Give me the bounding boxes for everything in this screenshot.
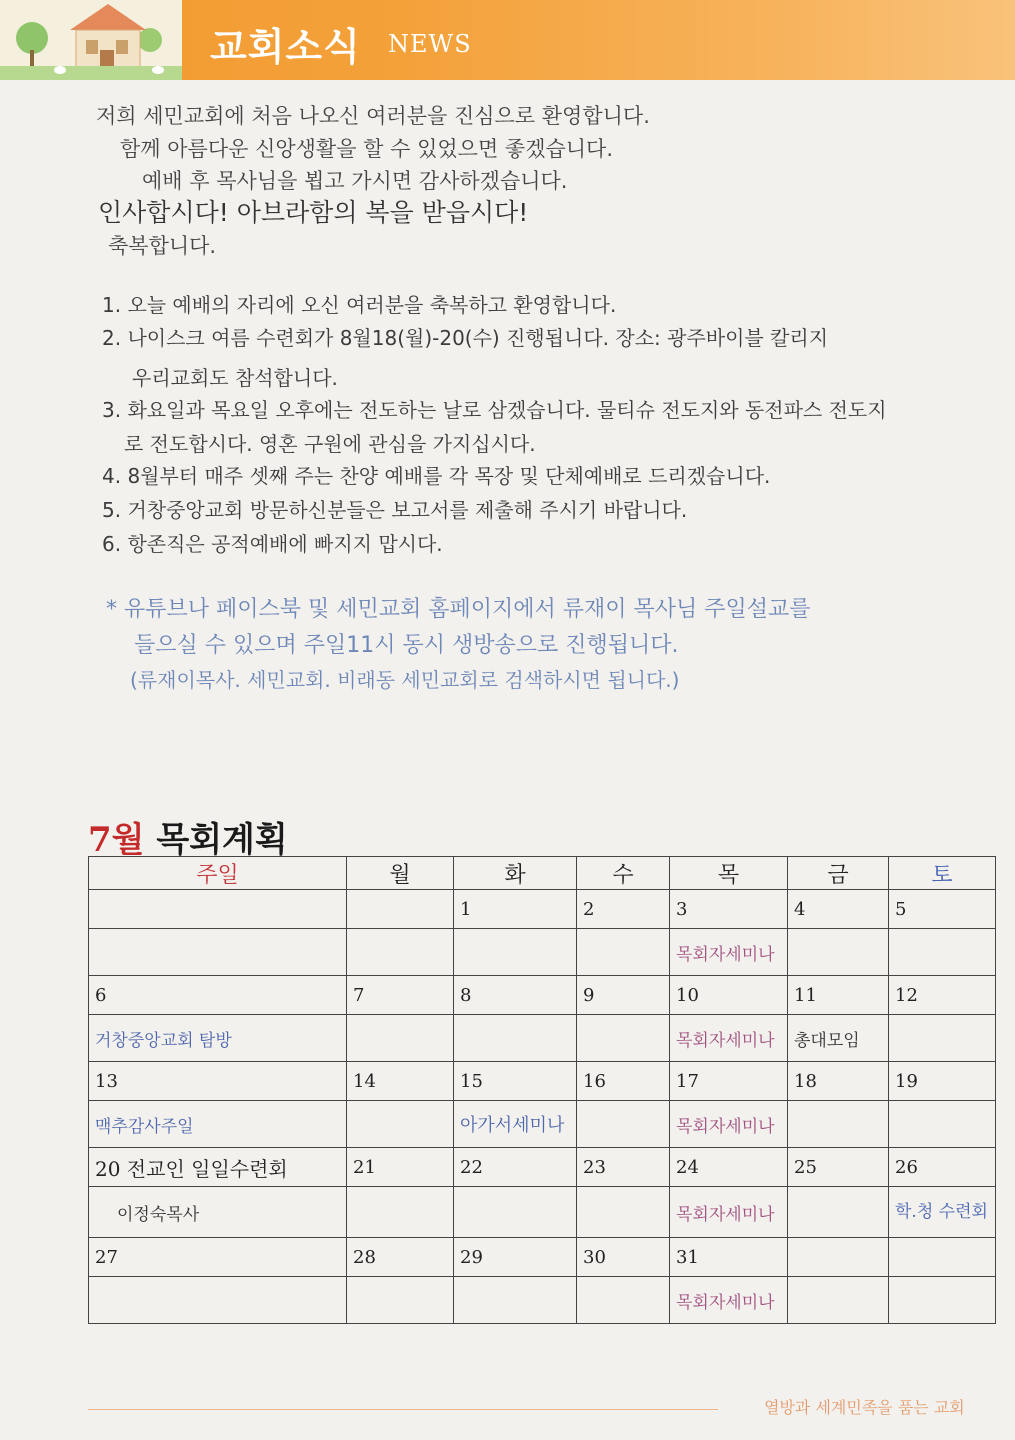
event-cell: 총대모임 (788, 1015, 889, 1062)
notice-6: 6. 항존직은 공적예배에 빠지지 맙시다. (102, 532, 443, 556)
event-cell (889, 929, 996, 976)
event-cell (454, 1187, 577, 1238)
calendar-heading: 목회계획 (156, 820, 288, 860)
event-cell: 목회자세미나 (670, 1101, 788, 1148)
date-cell: 23 (577, 1148, 670, 1187)
date-cell: 26 (889, 1148, 996, 1187)
date-cell: 16 (577, 1062, 670, 1101)
date-cell: 4 (788, 890, 889, 929)
event-cell: 아가서세미나 (454, 1101, 577, 1148)
week-3-events (89, 1101, 996, 1148)
event-cell (347, 1101, 454, 1148)
event-cell (454, 1015, 577, 1062)
broadcast-line-3: (류재이목사. 세민교회. 비래동 세민교회로 검색하시면 됩니다.) (130, 668, 680, 692)
event-cell (347, 1277, 454, 1324)
event-cell (454, 1277, 577, 1324)
day-header-thu: 목 (670, 857, 788, 890)
week-1-dates (89, 890, 996, 929)
date-cell (89, 890, 347, 929)
week-2-events (89, 1015, 996, 1062)
event-cell: 목회자세미나 (670, 929, 788, 976)
date-cell: 7 (347, 976, 454, 1015)
date-cell (889, 1238, 996, 1277)
event-cell (889, 1101, 996, 1148)
event-cell (577, 929, 670, 976)
week-4-dates (89, 1148, 996, 1187)
week-5-events (89, 1277, 996, 1324)
event-cell (889, 1277, 996, 1324)
date-cell: 21 (347, 1148, 454, 1187)
date-cell: 5 (889, 890, 996, 929)
day-header-sat: 토 (889, 857, 996, 890)
intro-line-1: 저희 세민교회에 처음 나오신 여러분을 진심으로 환영합니다. (96, 104, 650, 128)
page-subtitle: NEWS (388, 30, 472, 58)
date-cell: 10 (670, 976, 788, 1015)
notice-4: 4. 8월부터 매주 셋째 주는 찬양 예배를 각 목장 및 단체예배로 드리겠습니다. (102, 464, 771, 488)
church-house-icon (0, 0, 182, 80)
event-cell (788, 1187, 889, 1238)
date-cell (347, 890, 454, 929)
date-cell: 18 (788, 1062, 889, 1101)
event-cell (577, 1101, 670, 1148)
event-cell (577, 1015, 670, 1062)
date-cell: 11 (788, 976, 889, 1015)
intro-line-5: 축복합니다. (108, 234, 217, 258)
event-cell (788, 929, 889, 976)
date-cell: 6 (89, 976, 347, 1015)
calendar-title (88, 812, 288, 861)
calendar-table (88, 856, 996, 1324)
date-cell: 15 (454, 1062, 577, 1101)
broadcast-line-2: 들으실 수 있으며 주일11시 동시 생방송으로 진행됩니다. (134, 633, 679, 658)
event-cell (889, 1015, 996, 1062)
event-cell: 목회자세미나 (670, 1015, 788, 1062)
page-title: 교회소식 (210, 25, 361, 69)
event-cell (454, 929, 577, 976)
notice-1: 1. 오늘 예배의 자리에 오신 여러분을 축복하고 환영합니다. (102, 293, 617, 317)
notice-5: 5. 거창중앙교회 방문하신분들은 보고서를 제출해 주시기 바랍니다. (102, 498, 688, 522)
event-cell: 거창중앙교회 탐방 (89, 1015, 347, 1062)
week-3-dates (89, 1062, 996, 1101)
date-cell: 19 (889, 1062, 996, 1101)
event-cell: 맥추감사주일 (89, 1101, 347, 1148)
event-cell (89, 929, 347, 976)
date-cell: 24 (670, 1148, 788, 1187)
date-cell: 2 (577, 890, 670, 929)
intro-line-3: 예배 후 목사님을 뵙고 가시면 감사하겠습니다. (142, 169, 568, 193)
day-header-fri: 금 (788, 857, 889, 890)
event-cell: 학.청 수련회 (889, 1187, 996, 1238)
date-cell: 22 (454, 1148, 577, 1187)
church-illustration (0, 0, 182, 80)
week-1-events (89, 929, 996, 976)
event-cell (788, 1101, 889, 1148)
event-cell: 목회자세미나 (670, 1187, 788, 1238)
event-cell (347, 1187, 454, 1238)
intro-line-2: 함께 아름다운 신앙생활을 할 수 있었으면 좋겠습니다. (120, 137, 614, 161)
event-cell (788, 1277, 889, 1324)
date-cell: 14 (347, 1062, 454, 1101)
week-2-dates (89, 976, 996, 1015)
event-cell: 목회자세미나 (670, 1277, 788, 1324)
date-cell: 1 (454, 890, 577, 929)
event-cell: 이정숙목사 (89, 1187, 347, 1238)
date-cell: 12 (889, 976, 996, 1015)
date-cell: 13 (89, 1062, 347, 1101)
header-banner (0, 0, 1015, 80)
event-cell (347, 929, 454, 976)
event-cell (89, 1277, 347, 1324)
footer-slogan: 열방과 세계민족을 품는 교회 (764, 1398, 965, 1417)
event-cell (347, 1015, 454, 1062)
intro-line-4: 인사합시다! 아브라함의 복을 받읍시다! (98, 198, 529, 227)
event-cell (577, 1277, 670, 1324)
date-cell (788, 1238, 889, 1277)
notice-3-cont: 로 전도합시다. 영혼 구원에 관심을 가지십시다. (124, 432, 536, 456)
calendar-month: 7월 (88, 820, 145, 860)
notice-2: 2. 나이스크 여름 수련회가 8월18(월)-20(수) 진행됩니다. 장소: 광주바이블 칼리지 (102, 326, 829, 350)
day-header-wed: 수 (577, 857, 670, 890)
day-header-sun: 주일 (89, 857, 347, 890)
week-5-dates (89, 1238, 996, 1277)
date-cell: 17 (670, 1062, 788, 1101)
date-cell: 25 (788, 1148, 889, 1187)
date-cell: 8 (454, 976, 577, 1015)
broadcast-line-1: * 유튜브나 페이스북 및 세민교회 홈페이지에서 류재이 목사님 주일설교를 (106, 597, 811, 622)
event-cell (577, 1187, 670, 1238)
date-cell: 20 전교인 일일수련회 (89, 1148, 347, 1187)
week-4-events (89, 1187, 996, 1238)
date-cell: 28 (347, 1238, 454, 1277)
date-cell: 9 (577, 976, 670, 1015)
footer-divider (88, 1409, 718, 1410)
date-cell: 3 (670, 890, 788, 929)
date-cell: 31 (670, 1238, 788, 1277)
date-cell: 27 (89, 1238, 347, 1277)
date-cell: 30 (577, 1238, 670, 1277)
day-header-tue: 화 (454, 857, 577, 890)
date-cell: 29 (454, 1238, 577, 1277)
calendar-header-row (89, 857, 996, 890)
day-header-mon: 월 (347, 857, 454, 890)
notice-2-cont: 우리교회도 참석합니다. (132, 366, 338, 390)
notice-3: 3. 화요일과 목요일 오후에는 전도하는 날로 삼겠습니다. 물티슈 전도지와 동전파스 전도지 (102, 398, 887, 422)
